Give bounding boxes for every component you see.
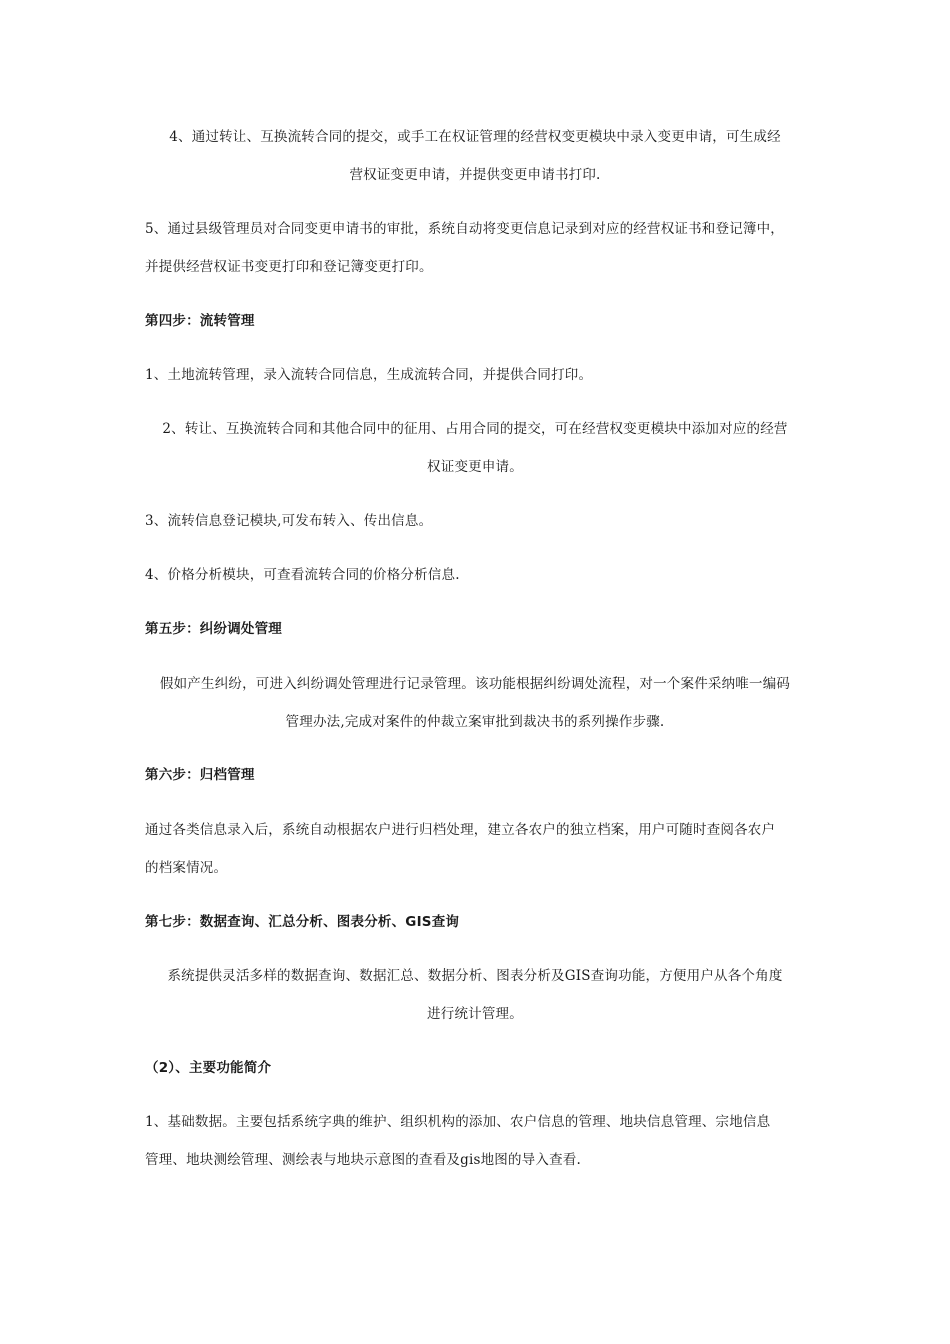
function-1-line-1: 1、基础数据。主要包括系统字典的维护、组织机构的添加、农户信息的管理、地块信息管理、宗地信息 (145, 1114, 771, 1130)
step-4-item-3: 3、流转信息登记模块,可发布转入、传出信息。 (145, 513, 433, 529)
paragraph-5-line-2: 并提供经营权证书变更打印和登记簿变更打印。 (145, 259, 433, 275)
step-5-heading: 第五步：纠纷调处管理 (145, 621, 282, 637)
paragraph-4-line-2: 营权证变更申请，并提供变更申请书打印. (349, 167, 601, 183)
step-5-line-1: 假如产生纠纷，可进入纠纷调处管理进行记录管理。该功能根据纠纷调处流程，对一个案件采纳唯一编码 (159, 676, 791, 692)
step-4-item-4: 4、价格分析模块，可查看流转合同的价格分析信息. (145, 567, 460, 583)
paragraph-4-line-1: 4、通过转让、互换流转合同的提交，或手工在权证管理的经营权变更模块中录入变更申请，可生成经 (169, 129, 781, 145)
step-7-line-2: 进行统计管理。 (427, 1006, 523, 1022)
step-7-heading: 第七步：数据查询、汇总分析、图表分析、GIS查询 (145, 914, 460, 930)
step-6-line-1: 通过各类信息录入后，系统自动根据农户进行归档处理，建立各农户的独立档案，用户可随时查阅各农户 (145, 822, 776, 838)
step-6-heading: 第六步：归档管理 (145, 767, 255, 783)
step-6-line-2: 的档案情况。 (145, 860, 228, 876)
paragraph-5-line-1: 5、通过县级管理员对合同变更申请书的审批，系统自动将变更信息记录到对应的经营权证书和登记簿中， (145, 221, 784, 237)
step-7-line-1: 系统提供灵活多样的数据查询、数据汇总、数据分析、图表分析及GIS查询功能，方便用户从各个角度 (167, 968, 783, 984)
function-1-line-2: 管理、地块测绘管理、测绘表与地块示意图的查看及gis地图的导入查看. (145, 1152, 581, 1168)
step-4-item-2-line-2: 权证变更申请。 (427, 459, 523, 475)
step-4-item-2-line-1: 2、转让、互换流转合同和其他合同中的征用、占用合同的提交，可在经营权变更模块中添加对应的经营 (162, 421, 788, 437)
step-5-line-2: 管理办法,完成对案件的仲裁立案审批到裁决书的系列操作步骤. (285, 714, 665, 730)
step-4-heading: 第四步：流转管理 (145, 313, 255, 329)
step-4-item-1: 1、土地流转管理，录入流转合同信息，生成流转合同，并提供合同打印。 (145, 367, 593, 383)
section-2-heading: （2）、主要功能简介 (145, 1060, 272, 1076)
